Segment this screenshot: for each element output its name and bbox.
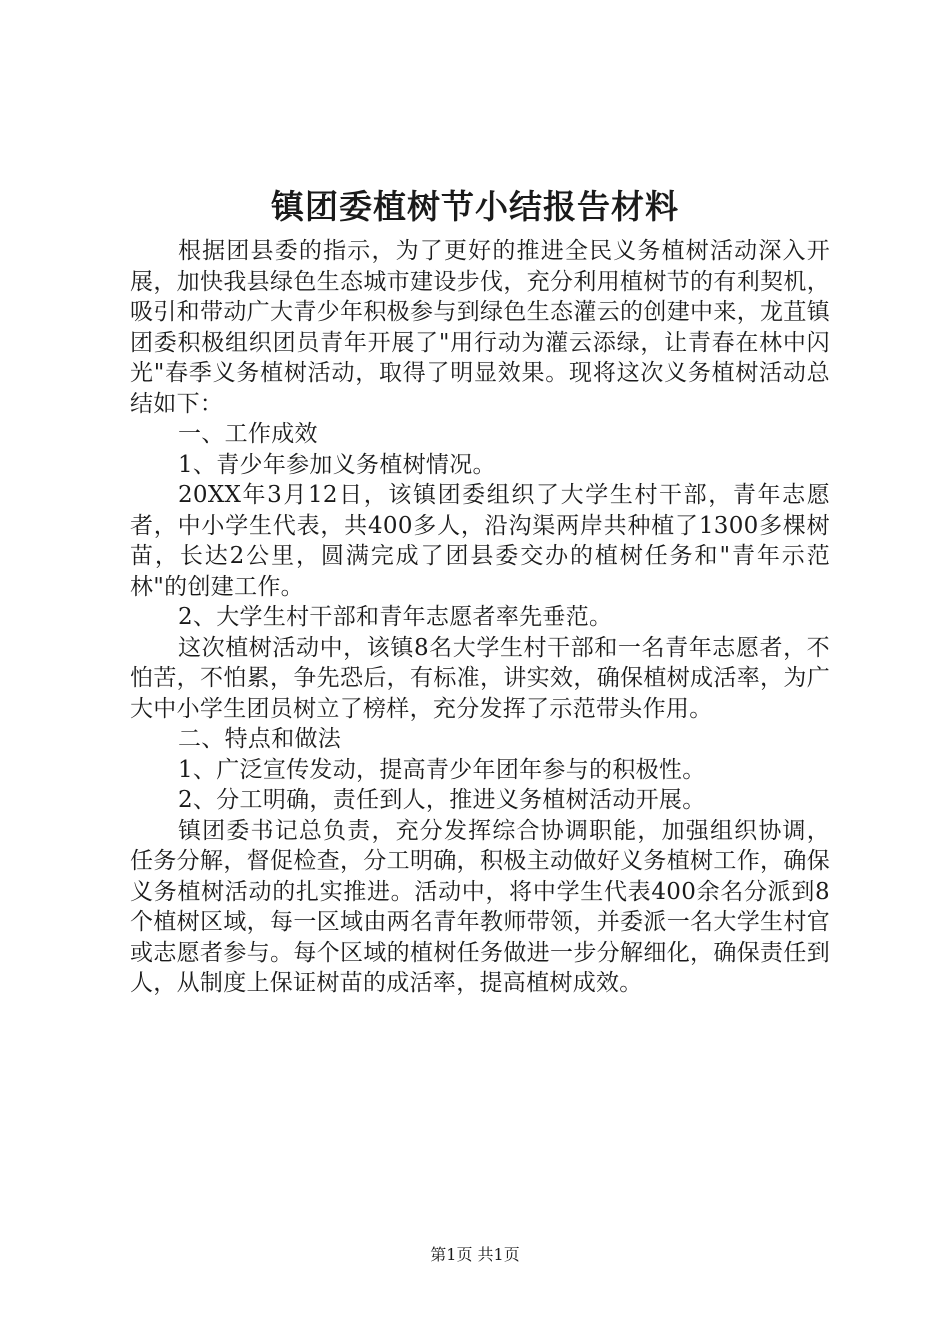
subheading-1-2: 2、大学生村干部和青年志愿者率先垂范。 bbox=[178, 604, 613, 630]
heading-section-1: 一、工作成效 bbox=[178, 421, 318, 447]
subheading-1-1: 1、青少年参加义务植树情况。 bbox=[178, 451, 496, 478]
heading-section-2: 二、特点和做法 bbox=[178, 726, 342, 752]
paragraph-2-2: 镇团委书记总负责，充分发挥综合协调职能，加强组织协调，任务分解，督促检查，分工明确，积极主动做好义务植树工作，确保义务植树活动的扎实推进。活动中，将中学生代表400余名分派到8个植树区域，每一区域由两名青年教师带领，并委派一名大学生村官或志愿者参与。每个区域的植树任务做进一步分解细化，确保责任到人，从制度上保证树苗的成活率，提高植树成效。 bbox=[130, 817, 830, 996]
page-footer: 第1页 共1页 bbox=[430, 1245, 520, 1264]
paragraph-1-2: 这次植树活动中，该镇8名大学生村干部和一名青年志愿者，不怕苦，不怕累，争先恐后，有标准，讲实效，确保植树成活率，为广大中小学生团员树立了榜样，充分发挥了示范带头作用。 bbox=[130, 634, 830, 722]
document-title: 镇团委植树节小结报告材料 bbox=[271, 187, 679, 226]
paragraph-1-1: 20XX年3月12日，该镇团委组织了大学生村干部，青年志愿者，中小学生代表，共400多人，沿沟渠两岸共种植了1300多棵树苗，长达2公里，圆满完成了团县委交办的植树任务和"青年示范林"的创建工作。 bbox=[130, 482, 830, 600]
paragraph-intro: 根据团县委的指示，为了更好的推进全民义务植树活动深入开展，加快我县绿色生态城市建设步伐，充分利用植树节的有利契机，吸引和带动广大青少年积极参与到绿色生态灌云的创建中来，龙苴镇团委积极组织团员青年开展了"用行动为灌云添绿，让青春在林中闪光"春季义务植树活动，取得了明显效果。现将这次义务植树活动总结如下： bbox=[130, 238, 830, 417]
subheading-2-1: 1、广泛宣传发动，提高青少年团年参与的积极性。 bbox=[178, 756, 706, 783]
subheading-2-2: 2、分工明确，责任到人，推进义务植树活动开展。 bbox=[178, 787, 706, 813]
document-body bbox=[130, 236, 830, 999]
